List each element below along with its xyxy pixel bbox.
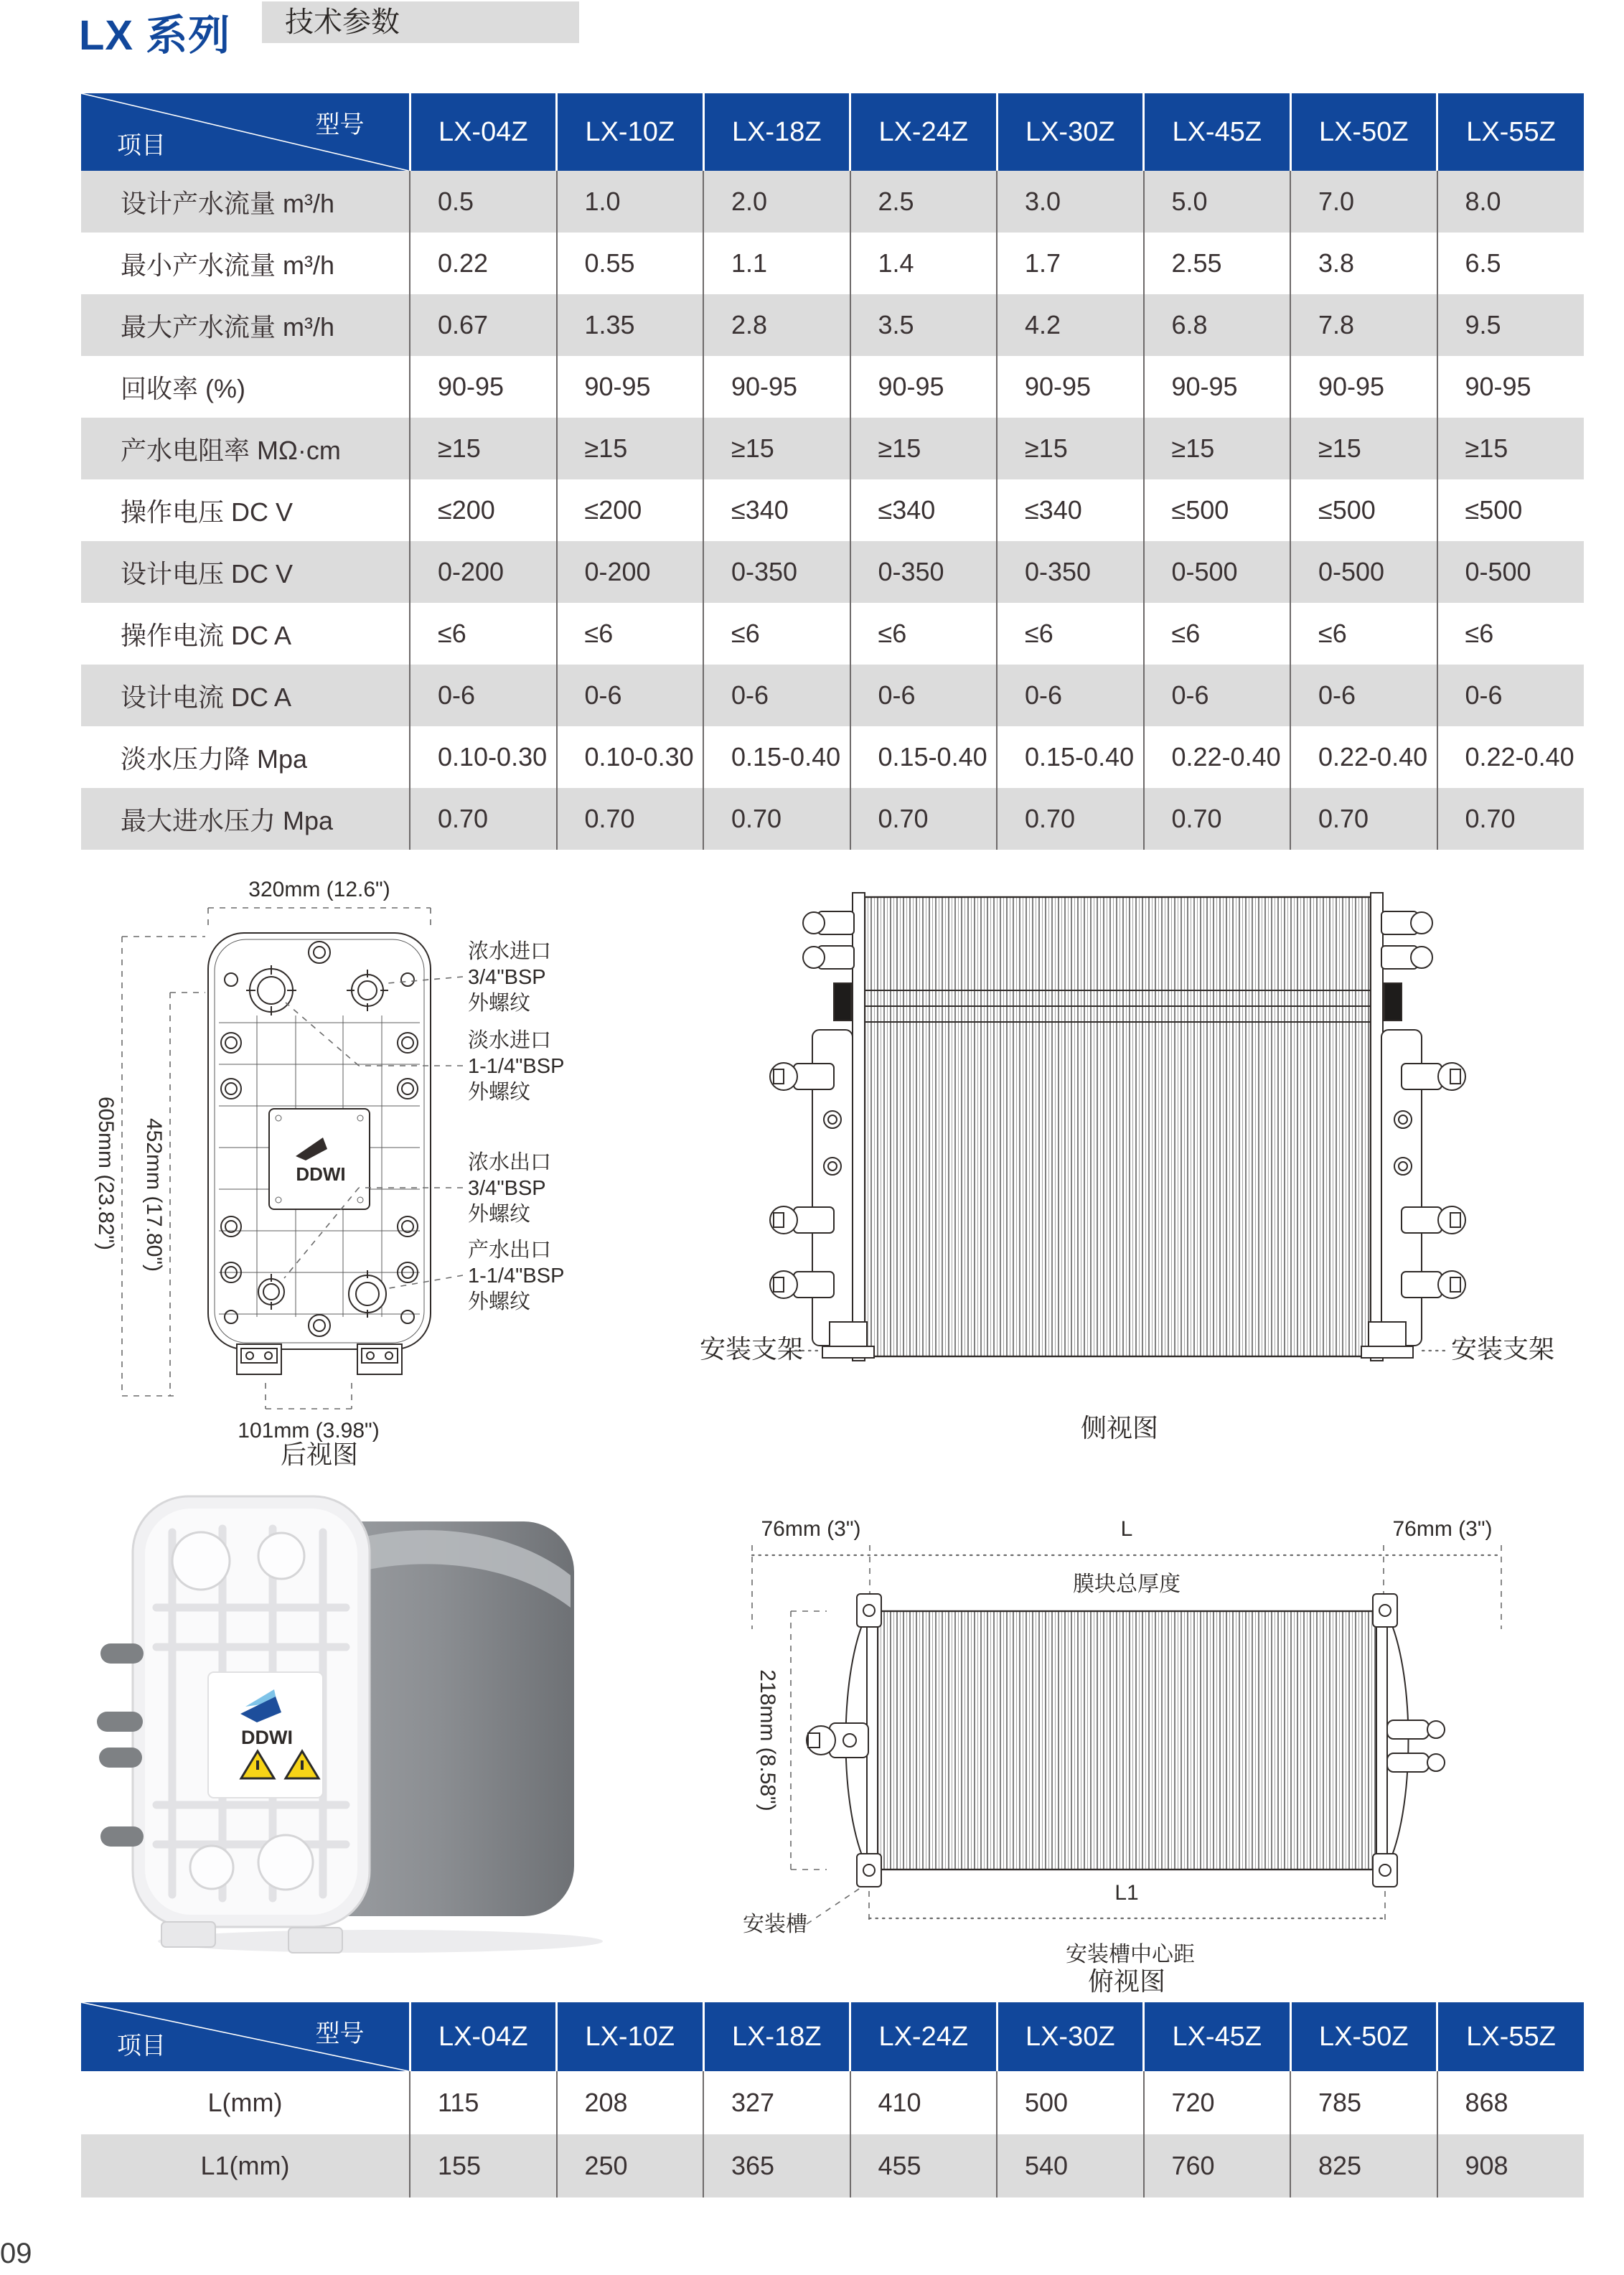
model-column-header: LX-04Z: [410, 2002, 557, 2071]
value-cell: ≤6: [557, 603, 704, 665]
callout-conc-inlet-size: 3/4"BSP: [468, 966, 546, 989]
section-tag: [262, 1, 579, 43]
rear-view-drawing: [72, 872, 574, 1468]
value-cell: 0-500: [1144, 541, 1291, 603]
section-tag-label: 技术参数: [285, 6, 400, 38]
value-cell: 1.0: [557, 171, 704, 233]
value-cell: 0.70: [997, 788, 1144, 850]
value-cell: 760: [1144, 2134, 1291, 2197]
value-cell: 410: [850, 2071, 998, 2134]
value-cell: 0-350: [850, 541, 998, 603]
row-label: 最大进水压力 Mpa: [81, 788, 410, 850]
rear-dim-height-outer: 605mm (23.82"): [94, 1096, 118, 1251]
row-label: 回收率 (%): [81, 356, 410, 418]
value-cell: 0.10-0.30: [557, 726, 704, 788]
product-photo: [93, 1464, 639, 1966]
value-cell: 90-95: [1437, 356, 1585, 418]
value-cell: 0.22-0.40: [1144, 726, 1291, 788]
row-label: 设计电流 DC A: [81, 665, 410, 726]
row-label: 最小产水流量 m³/h: [81, 233, 410, 294]
dim-corner-item-label: 项目: [117, 2032, 166, 2060]
value-cell: 825: [1290, 2134, 1437, 2197]
callout-fresh-inlet-thread: 外螺纹: [468, 1081, 531, 1104]
rear-view-caption: 后视图: [280, 1440, 359, 1469]
value-cell: 0.10-0.30: [410, 726, 557, 788]
value-cell: 2.5: [850, 171, 998, 233]
rear-dim-height-inner: 452mm (17.80"): [142, 1117, 166, 1272]
value-cell: ≤6: [1437, 603, 1585, 665]
table-row: [81, 233, 1584, 294]
value-cell: 500: [997, 2071, 1144, 2134]
value-cell: 6.8: [1144, 294, 1291, 356]
value-cell: ≤500: [1290, 479, 1437, 541]
row-label: L1(mm): [81, 2134, 410, 2197]
value-cell: 2.8: [703, 294, 850, 356]
model-column-header: LX-10Z: [557, 2002, 704, 2071]
callout-product-outlet: 产水出口: [468, 1239, 552, 1262]
row-label: 产水电阻率 MΩ·cm: [81, 418, 410, 479]
value-cell: 1.4: [850, 233, 998, 294]
topview-dim-right: 76mm (3"): [1392, 1517, 1493, 1541]
table-row: [81, 665, 1584, 726]
value-cell: 2.0: [703, 171, 850, 233]
mount-bracket-right-label: 安装支架: [1451, 1334, 1555, 1364]
value-cell: 785: [1290, 2071, 1437, 2134]
topview-dim-depth: 218mm (8.58"): [756, 1669, 779, 1811]
model-column-header: LX-45Z: [1144, 93, 1291, 171]
value-cell: 90-95: [557, 356, 704, 418]
ddwi-logo-text: DDWI: [296, 1163, 346, 1185]
model-column-header: LX-04Z: [410, 93, 557, 171]
model-column-header: LX-24Z: [850, 93, 998, 171]
top-view-caption: 俯视图: [1087, 1966, 1166, 1996]
value-cell: 208: [557, 2071, 704, 2134]
value-cell: 115: [410, 2071, 557, 2134]
model-column-header: LX-18Z: [703, 93, 850, 171]
value-cell: 2.55: [1144, 233, 1291, 294]
table-row: [81, 788, 1584, 850]
spec-table: [81, 93, 1584, 850]
row-label: 操作电流 DC A: [81, 603, 410, 665]
corner-item-label: 项目: [117, 132, 166, 159]
model-column-header: LX-45Z: [1144, 2002, 1291, 2071]
dimension-table: [81, 2002, 1584, 2197]
corner-model-label: 型号: [315, 111, 365, 139]
table-row: [81, 171, 1584, 233]
slot-label: 安装槽: [743, 1913, 807, 1936]
value-cell: 0.70: [850, 788, 998, 850]
value-cell: 7.0: [1290, 171, 1437, 233]
value-cell: 4.2: [997, 294, 1144, 356]
rear-dim-feet: 101mm (3.98"): [238, 1419, 380, 1443]
value-cell: 7.8: [1290, 294, 1437, 356]
value-cell: 0-350: [997, 541, 1144, 603]
value-cell: 3.5: [850, 294, 998, 356]
value-cell: 0-500: [1290, 541, 1437, 603]
value-cell: 0.67: [410, 294, 557, 356]
value-cell: ≤500: [1144, 479, 1291, 541]
model-column-header: LX-50Z: [1290, 2002, 1437, 2071]
model-column-header: LX-55Z: [1437, 2002, 1585, 2071]
page-number: 09: [0, 2238, 32, 2269]
value-cell: 0-6: [1437, 665, 1585, 726]
value-cell: 0.22: [410, 233, 557, 294]
value-cell: 250: [557, 2134, 704, 2197]
value-cell: 0.70: [410, 788, 557, 850]
slot-distance-label: 安装槽中心距: [1066, 1943, 1195, 1966]
spec-table-header-row: [81, 93, 1584, 171]
callout-conc-outlet-thread: 外螺纹: [468, 1203, 531, 1226]
model-column-header: LX-30Z: [997, 93, 1144, 171]
value-cell: 90-95: [703, 356, 850, 418]
value-cell: ≥15: [410, 418, 557, 479]
value-cell: 90-95: [1144, 356, 1291, 418]
model-column-header: LX-30Z: [997, 2002, 1144, 2071]
callout-conc-inlet-thread: 外螺纹: [468, 992, 531, 1015]
value-cell: ≥15: [1290, 418, 1437, 479]
value-cell: ≥15: [557, 418, 704, 479]
callout-product-outlet-thread: 外螺纹: [468, 1290, 531, 1313]
callout-conc-inlet: 浓水进口: [468, 940, 552, 963]
table-row: [81, 479, 1584, 541]
callout-fresh-inlet-size: 1-1/4"BSP: [468, 1055, 565, 1078]
value-cell: 1.35: [557, 294, 704, 356]
callout-product-outlet-size: 1-1/4"BSP: [468, 1265, 565, 1287]
dim-corner-cell: [81, 2002, 410, 2071]
value-cell: ≥15: [997, 418, 1144, 479]
value-cell: 0-6: [557, 665, 704, 726]
table-row: [81, 603, 1584, 665]
row-label: 设计电压 DC V: [81, 541, 410, 603]
value-cell: ≤340: [850, 479, 998, 541]
value-cell: 0-6: [703, 665, 850, 726]
value-cell: 90-95: [1290, 356, 1437, 418]
value-cell: 0.15-0.40: [850, 726, 998, 788]
value-cell: 1.1: [703, 233, 850, 294]
value-cell: 0.70: [557, 788, 704, 850]
value-cell: 908: [1437, 2134, 1585, 2197]
value-cell: 540: [997, 2134, 1144, 2197]
callout-fresh-inlet: 淡水进口: [468, 1029, 552, 1052]
rear-dim-width: 320mm (12.6"): [248, 878, 390, 901]
value-cell: ≤500: [1437, 479, 1585, 541]
table-row: [81, 726, 1584, 788]
value-cell: ≤340: [997, 479, 1144, 541]
topview-dim-l1: L1: [1114, 1881, 1139, 1905]
value-cell: 3.0: [997, 171, 1144, 233]
table-row: [81, 2071, 1584, 2134]
value-cell: 455: [850, 2134, 998, 2197]
value-cell: ≤6: [850, 603, 998, 665]
value-cell: 155: [410, 2134, 557, 2197]
dim-table-header-row: [81, 2002, 1584, 2071]
model-column-header: LX-18Z: [703, 2002, 850, 2071]
value-cell: 0.70: [703, 788, 850, 850]
value-cell: 8.0: [1437, 171, 1585, 233]
table-row: [81, 418, 1584, 479]
photo-logo-text: DDWI: [241, 1727, 293, 1748]
model-column-header: LX-50Z: [1290, 93, 1437, 171]
row-label: 操作电压 DC V: [81, 479, 410, 541]
value-cell: ≤200: [410, 479, 557, 541]
value-cell: 0-6: [1144, 665, 1291, 726]
value-cell: ≤6: [410, 603, 557, 665]
model-column-header: LX-55Z: [1437, 93, 1585, 171]
value-cell: ≥15: [850, 418, 998, 479]
value-cell: ≤340: [703, 479, 850, 541]
value-cell: ≥15: [1144, 418, 1291, 479]
table-row: [81, 2134, 1584, 2197]
value-cell: ≤200: [557, 479, 704, 541]
value-cell: 0.70: [1290, 788, 1437, 850]
table-row: [81, 356, 1584, 418]
mount-bracket-left-label: 安装支架: [700, 1334, 804, 1364]
value-cell: 0.22-0.40: [1290, 726, 1437, 788]
value-cell: 0-200: [410, 541, 557, 603]
table-row: [81, 294, 1584, 356]
value-cell: 0-6: [850, 665, 998, 726]
value-cell: ≥15: [703, 418, 850, 479]
value-cell: 868: [1437, 2071, 1585, 2134]
series-title: LX 系列: [79, 12, 231, 59]
value-cell: ≤6: [1290, 603, 1437, 665]
value-cell: 0-6: [997, 665, 1144, 726]
value-cell: 0-500: [1437, 541, 1585, 603]
value-cell: 0.5: [410, 171, 557, 233]
value-cell: 365: [703, 2134, 850, 2197]
value-cell: ≥15: [1437, 418, 1585, 479]
row-label: L(mm): [81, 2071, 410, 2134]
value-cell: ≤6: [703, 603, 850, 665]
value-cell: 0.15-0.40: [997, 726, 1144, 788]
value-cell: 3.8: [1290, 233, 1437, 294]
value-cell: 0-200: [557, 541, 704, 603]
value-cell: 0-6: [1290, 665, 1437, 726]
table-row: [81, 541, 1584, 603]
row-label: 设计产水流量 m³/h: [81, 171, 410, 233]
topview-dim-left: 76mm (3"): [761, 1517, 861, 1541]
value-cell: ≤6: [997, 603, 1144, 665]
model-column-header: LX-24Z: [850, 2002, 998, 2071]
value-cell: 0-6: [410, 665, 557, 726]
value-cell: 0.15-0.40: [703, 726, 850, 788]
top-view-drawing: [689, 1504, 1622, 1996]
value-cell: 90-95: [850, 356, 998, 418]
value-cell: 5.0: [1144, 171, 1291, 233]
value-cell: 0.70: [1437, 788, 1585, 850]
topview-thickness-label: 膜块总厚度: [1073, 1572, 1181, 1596]
value-cell: 9.5: [1437, 294, 1585, 356]
value-cell: 327: [703, 2071, 850, 2134]
value-cell: 720: [1144, 2071, 1291, 2134]
model-column-header: LX-10Z: [557, 93, 704, 171]
side-view-drawing: [689, 883, 1622, 1450]
callout-conc-outlet: 浓水出口: [468, 1151, 552, 1174]
row-label: 最大产水流量 m³/h: [81, 294, 410, 356]
value-cell: 0-350: [703, 541, 850, 603]
value-cell: 0.55: [557, 233, 704, 294]
row-label: 淡水压力降 Mpa: [81, 726, 410, 788]
value-cell: 1.7: [997, 233, 1144, 294]
value-cell: 90-95: [410, 356, 557, 418]
value-cell: 0.22-0.40: [1437, 726, 1585, 788]
value-cell: ≤6: [1144, 603, 1291, 665]
value-cell: 6.5: [1437, 233, 1585, 294]
dim-corner-model-label: 型号: [315, 2020, 365, 2048]
callout-conc-outlet-size: 3/4"BSP: [468, 1177, 546, 1200]
value-cell: 0.70: [1144, 788, 1291, 850]
value-cell: 90-95: [997, 356, 1144, 418]
side-view-caption: 侧视图: [1080, 1413, 1159, 1443]
corner-cell: [81, 93, 410, 171]
topview-dim-length: L: [1120, 1517, 1133, 1541]
